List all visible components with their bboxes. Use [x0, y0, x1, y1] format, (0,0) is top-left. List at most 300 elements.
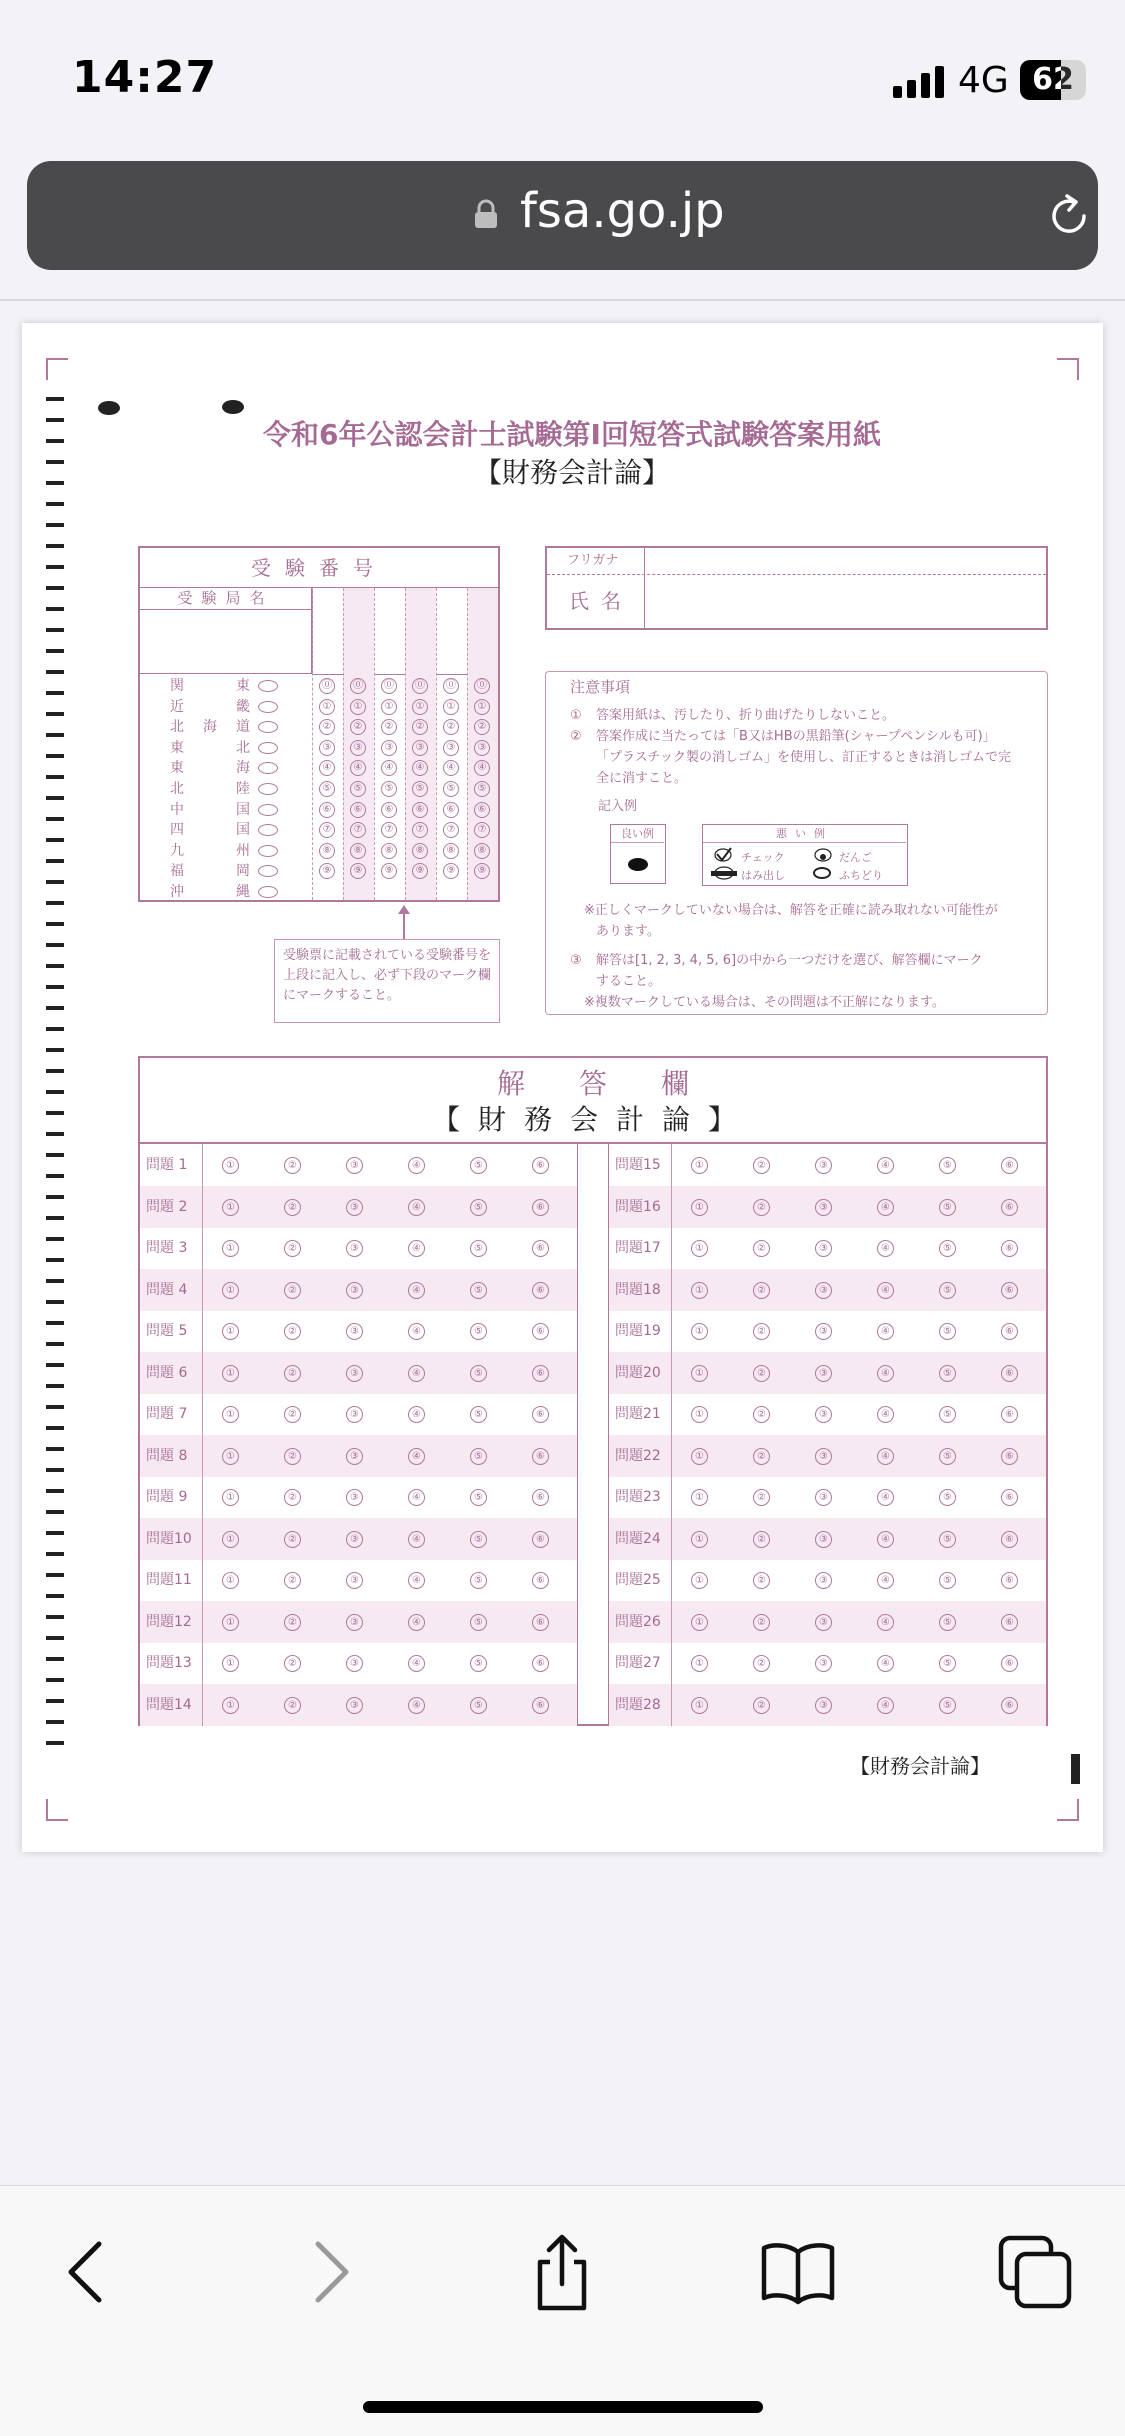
battery-level: 62 — [1032, 62, 1074, 97]
answer-bubble[interactable]: ① — [691, 1614, 708, 1631]
answer-bubble[interactable]: ⑤ — [939, 1655, 956, 1672]
answer-bubble[interactable]: ③ — [346, 1199, 363, 1216]
exam-digit-bubble[interactable]: ② — [350, 719, 366, 735]
answer-bubble[interactable]: ② — [753, 1240, 770, 1257]
exam-digit-bubble[interactable]: ④ — [381, 760, 397, 776]
exam-digit-bubble[interactable]: ⑧ — [319, 843, 335, 859]
question-label: 問題23 — [615, 1489, 661, 1505]
exam-region-bubble[interactable] — [258, 886, 278, 898]
status-bar — [0, 0, 1125, 150]
exam-digit-bubble[interactable]: ⓪ — [350, 678, 366, 694]
answer-bubble[interactable]: ④ — [877, 1406, 894, 1423]
answer-bubble[interactable]: ① — [222, 1323, 239, 1340]
answer-bubble[interactable]: ① — [691, 1323, 708, 1340]
exam-digit-bubble[interactable]: ⑦ — [443, 822, 459, 838]
exam-digit-bubble[interactable]: ⑤ — [443, 781, 459, 797]
exam-digit-bubble[interactable]: ⑨ — [350, 863, 366, 879]
answer-bubble[interactable]: ③ — [346, 1697, 363, 1714]
answer-bubble[interactable]: ① — [691, 1489, 708, 1506]
exam-region-bubble[interactable] — [258, 824, 278, 836]
answer-bubble[interactable]: ④ — [408, 1282, 425, 1299]
answer-bubble[interactable]: ① — [222, 1489, 239, 1506]
answer-bubble[interactable]: ② — [284, 1572, 301, 1589]
answer-bubble[interactable]: ① — [691, 1697, 708, 1714]
exam-digit-bubble[interactable]: ⑤ — [319, 781, 335, 797]
answer-bubble[interactable]: ⑤ — [939, 1240, 956, 1257]
answer-bubble[interactable]: ④ — [408, 1323, 425, 1340]
answer-bubble[interactable]: ④ — [408, 1199, 425, 1216]
answer-bubble[interactable]: ① — [222, 1157, 239, 1174]
back-icon[interactable] — [47, 2232, 127, 2312]
answer-bubble[interactable]: ⑤ — [939, 1323, 956, 1340]
exam-digit-bubble[interactable]: ⑥ — [350, 802, 366, 818]
answer-row — [609, 1435, 1046, 1477]
answer-bubble[interactable]: ⑥ — [1001, 1406, 1018, 1423]
exam-digit-bubble[interactable]: ⓪ — [474, 678, 490, 694]
answer-bubble[interactable]: ③ — [346, 1489, 363, 1506]
exam-region-name: 東海 — [170, 760, 250, 777]
answer-bubble[interactable]: ⑥ — [532, 1282, 549, 1299]
answer-bubble[interactable]: ② — [284, 1157, 301, 1174]
notice-item-1: 答案用紙は、汚したり、折り曲げたりしないこと。 — [596, 708, 896, 723]
answer-bubble[interactable]: ② — [284, 1282, 301, 1299]
answer-bubble[interactable]: ③ — [815, 1489, 832, 1506]
answer-bubble[interactable]: ④ — [408, 1697, 425, 1714]
question-label: 問題20 — [615, 1364, 661, 1381]
exam-digit-bubble[interactable]: ② — [319, 719, 335, 735]
answer-bubble[interactable]: ③ — [346, 1531, 363, 1548]
exam-digit-bubble[interactable]: ⑦ — [381, 822, 397, 838]
answer-bubble[interactable]: ② — [753, 1199, 770, 1216]
answer-bubble[interactable]: ② — [284, 1406, 301, 1423]
answer-bubble[interactable]: ① — [691, 1531, 708, 1548]
answer-bubble[interactable]: ⑤ — [470, 1365, 487, 1382]
answer-bubble[interactable]: ④ — [877, 1614, 894, 1631]
divider — [202, 1435, 203, 1477]
answer-bubble[interactable]: ② — [753, 1365, 770, 1382]
answer-bubble[interactable]: ⑤ — [470, 1323, 487, 1340]
exam-digit-bubble[interactable]: ⑥ — [319, 802, 335, 818]
answer-bubble[interactable]: ⑤ — [470, 1572, 487, 1589]
answer-bubble[interactable]: ④ — [408, 1365, 425, 1382]
exam-digit-bubble[interactable]: ④ — [474, 760, 490, 776]
exam-digit-bubble[interactable]: ③ — [474, 740, 490, 756]
answer-bubble[interactable]: ② — [753, 1572, 770, 1589]
answer-bubble[interactable]: ① — [222, 1199, 239, 1216]
answer-bubble[interactable]: ② — [284, 1531, 301, 1548]
divider — [671, 1518, 672, 1560]
question-label: 問題27 — [615, 1655, 661, 1671]
exam-digit-bubble[interactable]: ③ — [381, 740, 397, 756]
answer-bubble[interactable]: ② — [753, 1448, 770, 1465]
exam-region-row — [140, 758, 312, 778]
answer-bubble[interactable]: ② — [753, 1157, 770, 1174]
reload-icon[interactable] — [1044, 191, 1094, 241]
exam-digit-bubble[interactable]: ⑥ — [412, 802, 428, 818]
answer-bubble[interactable]: ③ — [815, 1157, 832, 1174]
exam-digit-bubble[interactable]: ④ — [350, 760, 366, 776]
answer-bubble[interactable]: ① — [691, 1448, 708, 1465]
network-type: 4G — [958, 60, 1009, 101]
answer-bubble[interactable]: ⑥ — [1001, 1199, 1018, 1216]
forward-icon[interactable] — [290, 2232, 370, 2312]
answer-bubble[interactable]: ④ — [877, 1655, 894, 1672]
answer-bubble[interactable]: ⑥ — [1001, 1365, 1018, 1382]
answer-bubble[interactable]: ⑥ — [532, 1531, 549, 1548]
exam-digit-bubble[interactable]: ⓪ — [381, 678, 397, 694]
answer-bubble[interactable]: ② — [284, 1614, 301, 1631]
exam-digit-bubble[interactable]: ① — [350, 699, 366, 715]
answer-bubble[interactable]: ⑥ — [1001, 1572, 1018, 1589]
answer-bubble[interactable]: ① — [691, 1157, 708, 1174]
answer-bubble[interactable]: ⑤ — [470, 1697, 487, 1714]
answer-bubble[interactable]: ⑥ — [532, 1157, 549, 1174]
exam-office-blank — [140, 610, 312, 674]
answer-bubble[interactable]: ② — [284, 1199, 301, 1216]
answer-bubble[interactable]: ① — [691, 1365, 708, 1382]
exam-region-bubble[interactable] — [258, 742, 278, 754]
exam-digit-bubble[interactable]: ④ — [412, 760, 428, 776]
exam-digit-bubble[interactable]: ⓪ — [319, 678, 335, 694]
answer-bubble[interactable]: ⑤ — [470, 1282, 487, 1299]
answer-bubble[interactable]: ② — [284, 1489, 301, 1506]
answer-bubble[interactable]: ② — [284, 1240, 301, 1257]
answer-row — [140, 1518, 577, 1560]
address-bar[interactable] — [27, 161, 1098, 270]
answer-bubble[interactable]: ② — [753, 1489, 770, 1506]
answer-bubble[interactable]: ③ — [815, 1323, 832, 1340]
answer-bubble[interactable]: ⑤ — [470, 1240, 487, 1257]
answer-bubble[interactable]: ⑥ — [1001, 1697, 1018, 1714]
exam-digit-bubble[interactable]: ② — [381, 719, 397, 735]
answer-bubble[interactable]: ① — [691, 1655, 708, 1672]
answer-bubble[interactable]: ③ — [346, 1406, 363, 1423]
answer-row — [609, 1559, 1046, 1601]
answer-bubble[interactable]: ③ — [346, 1655, 363, 1672]
answer-bubble[interactable]: ⑥ — [532, 1240, 549, 1257]
answer-bubble[interactable]: ⑤ — [939, 1572, 956, 1589]
answer-bubble[interactable]: ① — [222, 1448, 239, 1465]
answer-bubble[interactable]: ④ — [408, 1655, 425, 1672]
exam-digit-bubble[interactable]: ⑦ — [474, 822, 490, 838]
answer-bubble[interactable]: ① — [222, 1572, 239, 1589]
divider — [202, 1476, 203, 1518]
divider — [202, 1186, 203, 1228]
answer-bubble[interactable]: ⑤ — [470, 1614, 487, 1631]
exam-digit-bubble[interactable]: ③ — [319, 740, 335, 756]
answer-bubble[interactable]: ③ — [815, 1697, 832, 1714]
notice-title: 注意事項 — [570, 678, 631, 696]
answer-bubble[interactable]: ① — [691, 1240, 708, 1257]
answer-bubble[interactable]: ⑥ — [1001, 1531, 1018, 1548]
exam-region-name: 中国 — [170, 801, 250, 818]
answer-bubble[interactable]: ① — [222, 1614, 239, 1631]
answer-bubble[interactable]: ① — [222, 1406, 239, 1423]
exam-digit-bubble[interactable]: ⑥ — [381, 802, 397, 818]
exam-digit-bubble[interactable]: ⓪ — [443, 678, 459, 694]
exam-digit-bubble[interactable]: ④ — [319, 760, 335, 776]
answer-bubble[interactable]: ⑤ — [939, 1406, 956, 1423]
answer-bubble[interactable]: ① — [691, 1199, 708, 1216]
answer-bubble[interactable]: ② — [284, 1655, 301, 1672]
answer-bubble[interactable]: ③ — [346, 1240, 363, 1257]
answer-bubble[interactable]: ④ — [877, 1240, 894, 1257]
answer-bubble[interactable]: ① — [691, 1282, 708, 1299]
answer-bubble[interactable]: ④ — [408, 1157, 425, 1174]
exam-digit-bubble[interactable]: ⑧ — [381, 843, 397, 859]
answer-bubble[interactable]: ③ — [815, 1406, 832, 1423]
answer-bubble[interactable]: ⑤ — [939, 1489, 956, 1506]
question-label: 問題 2 — [146, 1198, 188, 1215]
answer-bubble[interactable]: ④ — [408, 1572, 425, 1589]
exam-digit-bubble[interactable]: ① — [443, 699, 459, 715]
exam-digit-bubble[interactable]: ⑤ — [381, 781, 397, 797]
answer-bubble[interactable]: ③ — [815, 1282, 832, 1299]
answer-bubble[interactable]: ② — [753, 1282, 770, 1299]
exam-region-bubble[interactable] — [258, 865, 278, 877]
exam-digit-bubble[interactable]: ① — [412, 699, 428, 715]
answer-row — [609, 1310, 1046, 1352]
answer-bubble[interactable]: ⑥ — [532, 1489, 549, 1506]
answer-bubble[interactable]: ② — [284, 1365, 301, 1382]
exam-digit-bubble[interactable]: ② — [443, 719, 459, 735]
answer-bubble[interactable]: ② — [753, 1697, 770, 1714]
exam-digit-bubble[interactable]: ⑥ — [474, 802, 490, 818]
exam-digit-bubble[interactable]: ② — [474, 719, 490, 735]
exam-digit-bubble[interactable]: ⑤ — [350, 781, 366, 797]
answer-bubble[interactable]: ⑥ — [1001, 1323, 1018, 1340]
exam-digit-bubble[interactable]: ⓪ — [412, 678, 428, 694]
answer-bubble[interactable]: ⑤ — [470, 1406, 487, 1423]
answer-row — [609, 1476, 1046, 1518]
exam-digit-bubble[interactable]: ③ — [350, 740, 366, 756]
exam-digit-bubble[interactable]: ⑤ — [474, 781, 490, 797]
exam-digit-bubble[interactable]: ① — [474, 699, 490, 715]
exam-region-name: 四国 — [170, 822, 250, 839]
exam-digit-bubble[interactable]: ⑤ — [412, 781, 428, 797]
exam-digit-bubble[interactable]: ⑥ — [443, 802, 459, 818]
tabs-icon[interactable] — [995, 2232, 1075, 2312]
exam-region-name: 関東 — [170, 678, 250, 694]
question-label: 問題12 — [146, 1613, 192, 1630]
answer-row — [140, 1352, 577, 1394]
answer-bubble[interactable]: ② — [284, 1448, 301, 1465]
answer-bubble[interactable]: ⑥ — [532, 1572, 549, 1589]
bookmarks-icon[interactable] — [758, 2232, 838, 2312]
answer-bubble[interactable]: ③ — [815, 1365, 832, 1382]
exam-digit-bubble[interactable]: ① — [319, 699, 335, 715]
exam-digit-bubble[interactable]: ⑧ — [412, 843, 428, 859]
exam-digit-bubble[interactable]: ⑦ — [350, 822, 366, 838]
answer-bubble[interactable]: ⑥ — [1001, 1655, 1018, 1672]
answer-bubble[interactable]: ③ — [815, 1448, 832, 1465]
answer-bubble[interactable]: ⑥ — [1001, 1240, 1018, 1257]
answer-bubble[interactable]: ⑥ — [532, 1448, 549, 1465]
answer-bubble[interactable]: ③ — [815, 1614, 832, 1631]
answer-bubble[interactable]: ③ — [815, 1531, 832, 1548]
exam-region-row — [140, 841, 312, 861]
answer-bubble[interactable]: ① — [222, 1240, 239, 1257]
exam-region-bubble[interactable] — [258, 680, 278, 692]
answer-bubble[interactable]: ⑤ — [939, 1157, 956, 1174]
answer-bubble[interactable]: ⑥ — [1001, 1489, 1018, 1506]
answer-row — [609, 1601, 1046, 1643]
answer-bubble[interactable]: ⑤ — [470, 1531, 487, 1548]
answer-bubble[interactable]: ① — [222, 1531, 239, 1548]
answer-bubble[interactable]: ⑤ — [939, 1365, 956, 1382]
answer-bubble[interactable]: ② — [753, 1406, 770, 1423]
divider — [671, 1186, 672, 1228]
exam-digit-bubble[interactable]: ⑨ — [381, 863, 397, 879]
answer-bubble[interactable]: ① — [691, 1406, 708, 1423]
answer-bubble[interactable]: ⑤ — [939, 1199, 956, 1216]
answer-bubble[interactable]: ① — [691, 1572, 708, 1589]
answer-bubble[interactable]: ④ — [877, 1323, 894, 1340]
answer-bubble[interactable]: ④ — [408, 1448, 425, 1465]
answer-bubble[interactable]: ⑥ — [532, 1697, 549, 1714]
answer-bubble[interactable]: ③ — [346, 1282, 363, 1299]
answer-bubble[interactable]: ⑥ — [1001, 1448, 1018, 1465]
question-label: 問題22 — [615, 1447, 661, 1464]
answer-bubble[interactable]: ② — [284, 1323, 301, 1340]
answer-bubble[interactable]: ④ — [877, 1572, 894, 1589]
answer-bubble[interactable]: ③ — [346, 1365, 363, 1382]
exam-digit-bubble[interactable]: ⑧ — [443, 843, 459, 859]
answer-bubble[interactable]: ① — [222, 1697, 239, 1714]
answer-bubble[interactable]: ② — [284, 1697, 301, 1714]
exam-digit-bubble[interactable]: ⑨ — [443, 863, 459, 879]
answer-bubble[interactable]: ③ — [346, 1572, 363, 1589]
answer-bubble[interactable]: ⑤ — [470, 1157, 487, 1174]
answer-row — [609, 1642, 1046, 1684]
answer-bubble[interactable]: ③ — [346, 1614, 363, 1631]
answer-bubble[interactable]: ④ — [877, 1531, 894, 1548]
answer-bubble[interactable]: ② — [753, 1323, 770, 1340]
answer-bubble[interactable]: ⑤ — [939, 1697, 956, 1714]
answer-bubble[interactable]: ③ — [346, 1448, 363, 1465]
answer-bubble[interactable]: ④ — [408, 1406, 425, 1423]
answer-bubble[interactable]: ⑤ — [470, 1489, 487, 1506]
exam-digit-bubble[interactable]: ② — [412, 719, 428, 735]
answer-bubble[interactable]: ③ — [346, 1157, 363, 1174]
bad-example — [702, 824, 908, 886]
exam-digit-bubble[interactable]: ⑧ — [474, 843, 490, 859]
divider — [202, 1642, 203, 1684]
answer-bubble[interactable]: ⑥ — [1001, 1282, 1018, 1299]
exam-region-bubble[interactable] — [258, 783, 278, 795]
answer-bubble[interactable]: ① — [222, 1365, 239, 1382]
answer-bubble[interactable]: ④ — [877, 1697, 894, 1714]
answer-bubble[interactable]: ③ — [815, 1240, 832, 1257]
warning-1-line1: ※正しくマークしていない場合は、解答を正確に読み取れない可能性が — [584, 903, 998, 918]
exam-digit-bubble[interactable]: ⑦ — [412, 822, 428, 838]
answer-bubble[interactable]: ④ — [408, 1240, 425, 1257]
answer-bubble[interactable]: ① — [222, 1655, 239, 1672]
answer-bubble[interactable]: ⑥ — [532, 1199, 549, 1216]
answer-bubble[interactable]: ⑤ — [939, 1448, 956, 1465]
divider — [671, 1476, 672, 1518]
answer-bubble[interactable]: ② — [753, 1614, 770, 1631]
check-mark-icon — [713, 847, 733, 863]
exam-digit-bubble[interactable]: ⑦ — [319, 822, 335, 838]
question-label: 問題 8 — [146, 1447, 188, 1464]
exam-digit-bubble[interactable]: ⑨ — [412, 863, 428, 879]
answer-bubble[interactable]: ⑤ — [470, 1655, 487, 1672]
answer-bubble[interactable]: ④ — [408, 1614, 425, 1631]
answer-row — [140, 1642, 577, 1684]
exam-region-bubble[interactable] — [258, 701, 278, 713]
exam-digit-bubble[interactable]: ① — [381, 699, 397, 715]
exam-region-row — [140, 779, 312, 799]
answer-bubble[interactable]: ⑤ — [939, 1531, 956, 1548]
answer-bubble[interactable]: ① — [222, 1282, 239, 1299]
exam-region-bubble[interactable] — [258, 762, 278, 774]
exam-digit-bubble[interactable]: ④ — [443, 760, 459, 776]
answer-bubble[interactable]: ⑥ — [532, 1406, 549, 1423]
answer-bubble[interactable]: ③ — [815, 1655, 832, 1672]
question-label: 問題21 — [615, 1406, 661, 1422]
answer-bubble[interactable]: ⑥ — [532, 1323, 549, 1340]
question-label: 問題 6 — [146, 1364, 188, 1381]
outline-mark-icon — [813, 867, 831, 879]
answer-bubble[interactable]: ⑤ — [470, 1448, 487, 1465]
answer-bubble[interactable]: ⑥ — [532, 1614, 549, 1631]
exam-region-bubble[interactable] — [258, 804, 278, 816]
question-label: 問題 7 — [146, 1406, 188, 1422]
notice-item-3-line2: すること。 — [596, 974, 662, 989]
exam-digit-bubble[interactable]: ⑨ — [474, 863, 490, 879]
exam-region-bubble[interactable] — [258, 845, 278, 857]
answer-row — [609, 1684, 1046, 1726]
answer-bubble[interactable]: ③ — [815, 1199, 832, 1216]
answer-bubble[interactable]: ⑤ — [939, 1282, 956, 1299]
answer-bubble[interactable]: ⑥ — [532, 1365, 549, 1382]
answer-bubble[interactable]: ② — [753, 1531, 770, 1548]
answer-bubble[interactable]: ④ — [877, 1157, 894, 1174]
answer-column-left — [140, 1144, 577, 1724]
answer-bubble[interactable]: ④ — [408, 1489, 425, 1506]
answer-sheet-document — [22, 323, 1103, 1852]
answer-bubble[interactable]: ④ — [877, 1282, 894, 1299]
divider — [202, 1144, 203, 1186]
answer-bubble[interactable]: ④ — [877, 1448, 894, 1465]
url-text[interactable]: fsa.go.jp — [520, 183, 725, 239]
answer-bubble[interactable]: ⑤ — [939, 1614, 956, 1631]
answer-bubble[interactable]: ③ — [346, 1323, 363, 1340]
share-icon[interactable] — [522, 2232, 602, 2312]
exam-digit-bubble[interactable]: ⑨ — [319, 863, 335, 879]
answer-bubble[interactable]: ⑥ — [1001, 1157, 1018, 1174]
answer-bubble[interactable]: ⑥ — [1001, 1614, 1018, 1631]
registration-bar — [1071, 1754, 1080, 1784]
answer-bubble[interactable]: ③ — [815, 1572, 832, 1589]
answer-bubble[interactable]: ⑥ — [532, 1655, 549, 1672]
exam-digit-bubble[interactable]: ⑧ — [350, 843, 366, 859]
divider — [671, 1435, 672, 1477]
answer-bubble[interactable]: ④ — [877, 1365, 894, 1382]
exam-region-name: 九州 — [170, 842, 250, 859]
exam-digit-bubble[interactable]: ③ — [443, 740, 459, 756]
exam-digit-bubble[interactable]: ③ — [412, 740, 428, 756]
exam-region-bubble[interactable] — [258, 721, 278, 733]
notice-item-2-line1: 答案作成に当たっては「B又はHBの黒鉛筆(シャープペンシルも可)」 — [596, 729, 996, 744]
answer-bubble[interactable]: ② — [753, 1655, 770, 1672]
answer-bubble[interactable]: ⑤ — [470, 1199, 487, 1216]
answer-bubble[interactable]: ④ — [408, 1531, 425, 1548]
battery-icon — [1020, 60, 1086, 100]
answer-bubble[interactable]: ④ — [877, 1489, 894, 1506]
answer-bubble[interactable]: ④ — [877, 1199, 894, 1216]
